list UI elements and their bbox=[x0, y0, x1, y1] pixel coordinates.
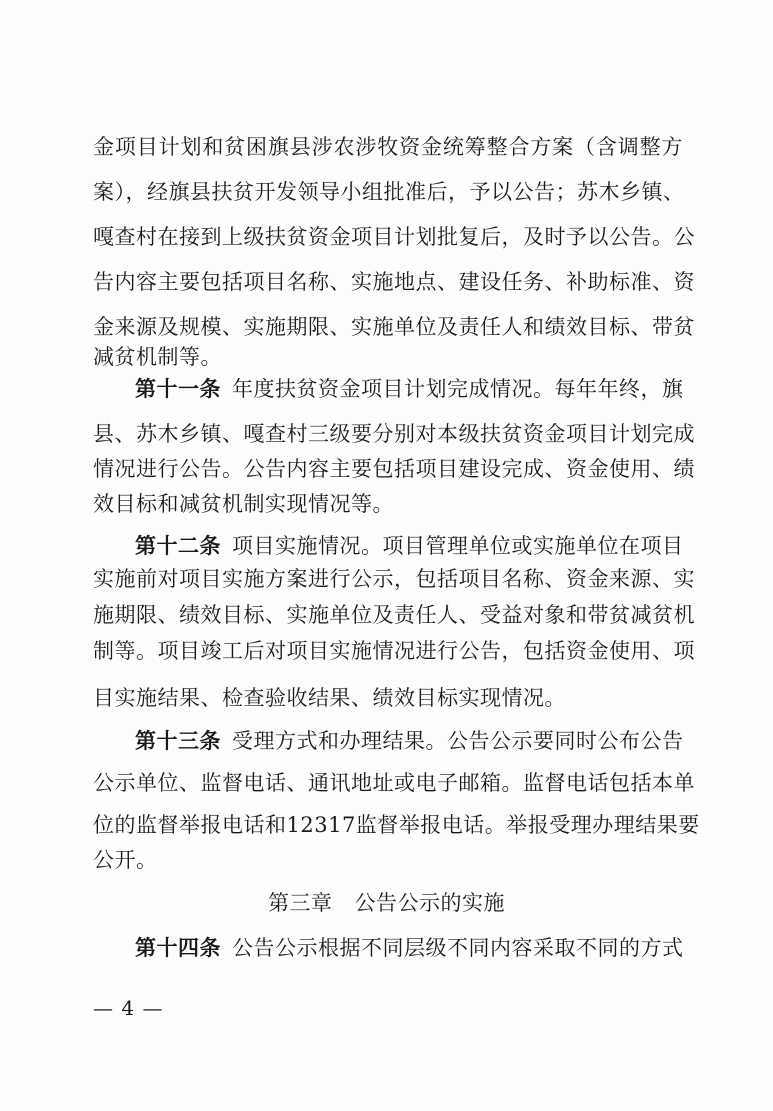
paragraph-line: 金来源及规模、实施期限、实施单位及责任人和绩效目标、带贫 bbox=[93, 315, 695, 339]
article-label: 第十一条 bbox=[135, 377, 221, 401]
paragraph-line: 公示单位、监督电话、通讯地址或电子邮箱。监督电话包括本单 bbox=[93, 771, 695, 795]
article-12-first-line bbox=[135, 532, 683, 560]
paragraph-line: 案），经旗县扶贫开发领导小组批准后，予以公告；苏木乡镇、 bbox=[93, 180, 685, 204]
paragraph-line: 金项目计划和贫困旗县涉农涉牧资金统筹整合方案（含调整方 bbox=[93, 135, 683, 159]
paragraph-line: 情况进行公告。公告内容主要包括项目建设完成、资金使用、绩 bbox=[93, 457, 695, 481]
article-text: 公告公示根据不同层级不同内容采取不同的方式 bbox=[232, 936, 684, 960]
paragraph-line: 施期限、绩效目标、实施单位及责任人、受益对象和带贫减贫机 bbox=[93, 603, 695, 627]
paragraph-line: 效目标和减贫机制实现情况等。 bbox=[93, 492, 394, 516]
article-label: 第十四条 bbox=[135, 936, 221, 960]
chapter-title: 公告公示的实施 bbox=[354, 891, 505, 915]
article-11-first-line bbox=[135, 375, 683, 403]
paragraph-line: 告内容主要包括项目名称、实施地点、建设任务、补助标准、资 bbox=[93, 270, 695, 294]
chapter-heading bbox=[0, 889, 773, 917]
article-text: 受理方式和办理结果。公告公示要同时公布公告 bbox=[232, 729, 684, 753]
article-text: 年度扶贫资金项目计划完成情况。每年年终，旗 bbox=[232, 377, 684, 401]
paragraph-line: 公开。 bbox=[93, 848, 158, 872]
article-label: 第十二条 bbox=[135, 534, 221, 558]
paragraph-line: 目实施结果、检查验收结果、绩效目标实现情况。 bbox=[93, 686, 566, 710]
paragraph-line: 减贫机制等。 bbox=[93, 345, 222, 369]
article-label: 第十三条 bbox=[135, 729, 221, 753]
paragraph-line: 嘎查村在接到上级扶贫资金项目计划批复后，及时予以公告。公 bbox=[93, 225, 695, 249]
article-text: 项目实施情况。项目管理单位或实施单位在项目 bbox=[232, 534, 684, 558]
page-number: — 4 — bbox=[93, 996, 164, 1020]
article-14-first-line bbox=[135, 934, 683, 962]
chapter-number: 第三章 bbox=[268, 891, 333, 915]
paragraph-line: 制等。项目竣工后对项目实施情况进行公告，包括资金使用、项 bbox=[93, 639, 695, 663]
paragraph-line: 位的监督举报电话和12317监督举报电话。举报受理办理结果要 bbox=[93, 813, 700, 837]
article-13-first-line bbox=[135, 727, 683, 755]
paragraph-line: 实施前对项目实施方案进行公示，包括项目名称、资金来源、实 bbox=[93, 567, 695, 591]
paragraph-line: 县、苏木乡镇、嘎查村三级要分别对本级扶贫资金项目计划完成 bbox=[93, 422, 695, 446]
